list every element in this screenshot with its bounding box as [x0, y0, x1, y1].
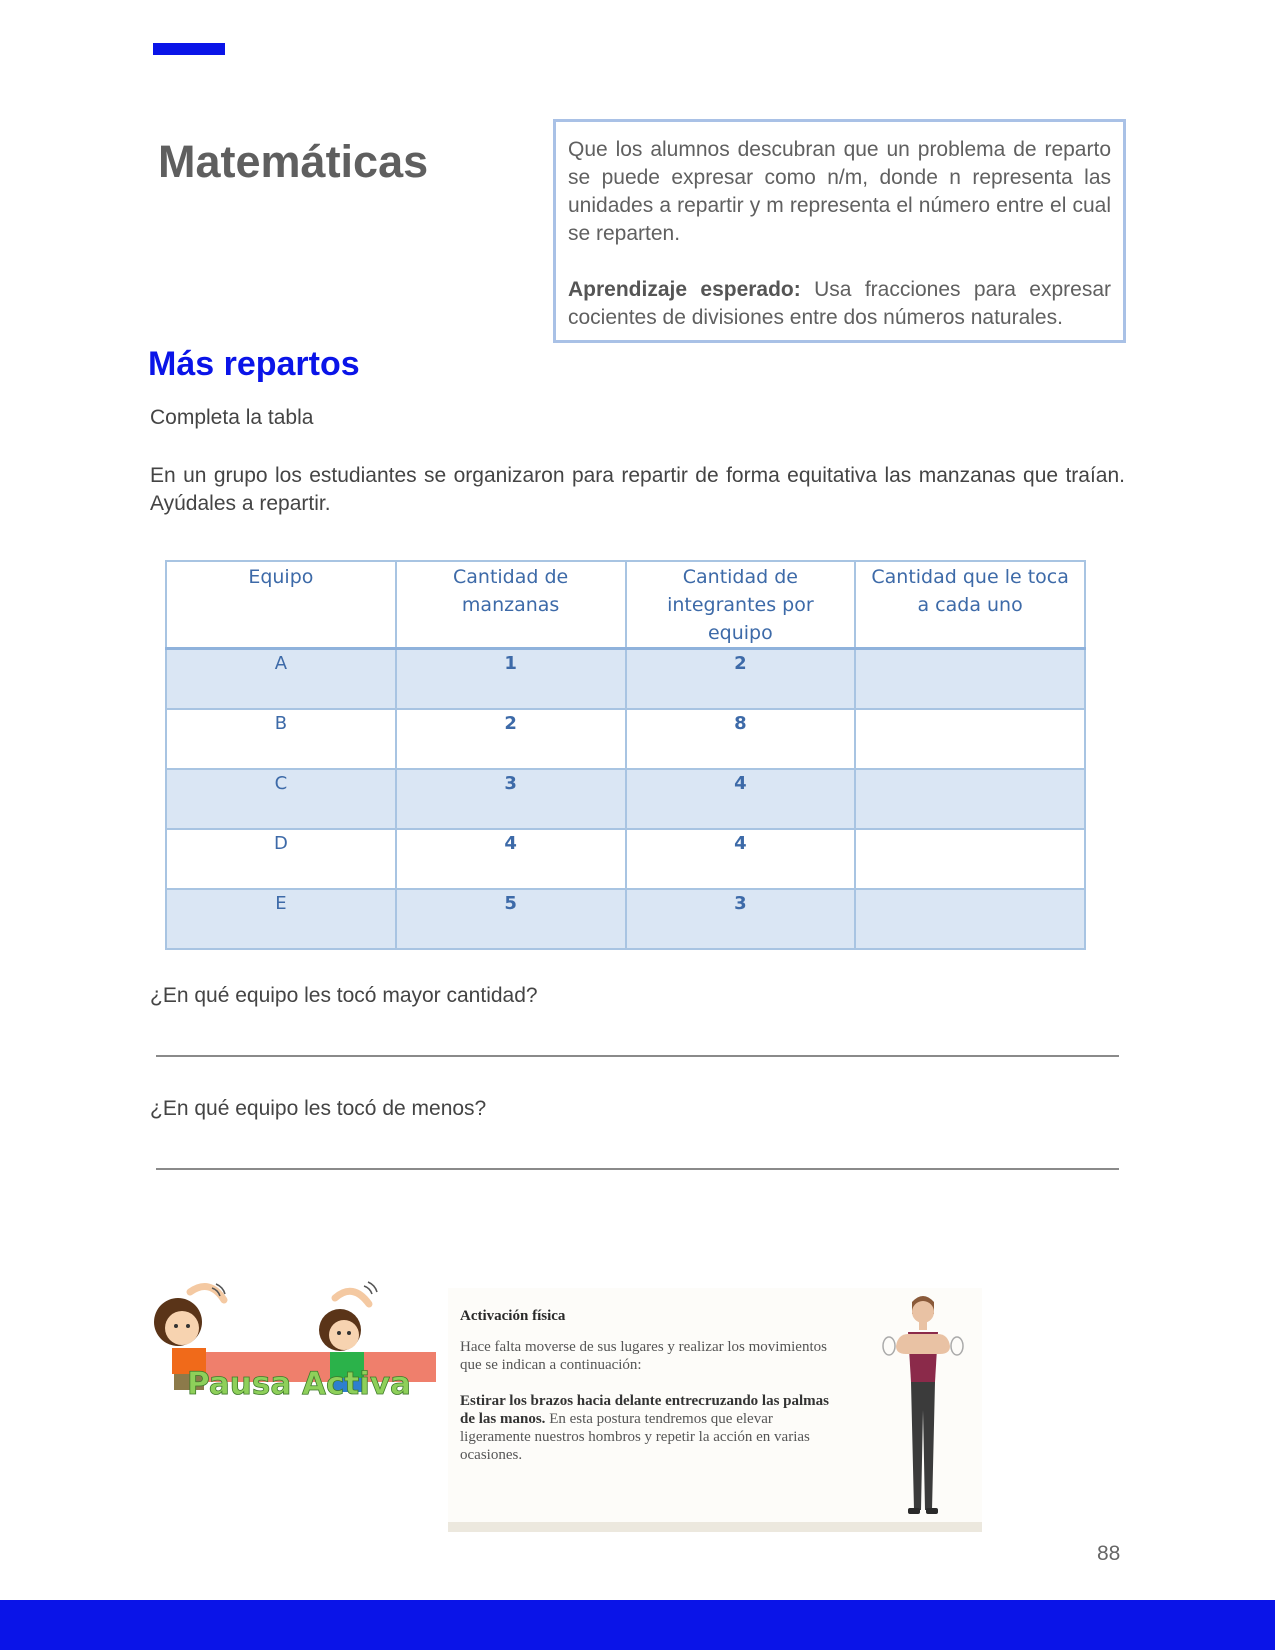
distribution-table — [165, 560, 1086, 950]
cell-equipo: A — [166, 649, 396, 710]
cell-answer[interactable] — [855, 649, 1085, 710]
cell-manzanas: 5 — [396, 889, 626, 949]
footer-bar — [0, 1600, 1275, 1650]
cell-manzanas: 1 — [396, 649, 626, 710]
cell-answer[interactable] — [855, 829, 1085, 889]
table-row — [166, 829, 1085, 889]
activation-bold-instruction: Estirar los brazos hacia delante entrecruzando las palmas de las manos. — [460, 1393, 830, 1427]
cell-manzanas: 2 — [396, 709, 626, 769]
table-row — [166, 769, 1085, 829]
cell-answer[interactable] — [855, 709, 1085, 769]
table-row — [166, 709, 1085, 769]
table-row — [166, 649, 1085, 710]
cell-answer[interactable] — [855, 889, 1085, 949]
header-integrantes: Cantidad de integrantes por equipo — [626, 561, 856, 649]
cell-integrantes: 3 — [626, 889, 856, 949]
cell-equipo: D — [166, 829, 396, 889]
pausa-activa-banner — [150, 1280, 440, 1410]
table-row — [166, 889, 1085, 949]
cell-manzanas: 3 — [396, 769, 626, 829]
cell-equipo: C — [166, 769, 396, 829]
header-equipo: Equipo — [166, 561, 396, 649]
header-manzanas: Cantidad de manzanas — [396, 561, 626, 649]
answer-line-menos[interactable] — [156, 1168, 1119, 1170]
instruction-text: Completa la tabla — [150, 406, 314, 429]
objective-box — [553, 119, 1126, 343]
cell-answer[interactable] — [855, 769, 1085, 829]
activation-instructions — [460, 1392, 840, 1464]
cell-manzanas: 4 — [396, 829, 626, 889]
learning-text: Usa fracciones para expresar cocientes de divisiones entre dos números naturales. — [568, 278, 1111, 329]
learning-label: Aprendizaje esperado: — [568, 278, 801, 301]
subject-title: Matemáticas — [158, 136, 429, 187]
table-header-row — [166, 561, 1085, 649]
page-number: 88 — [1097, 1542, 1121, 1565]
learning-expected — [568, 276, 1111, 332]
cell-equipo: B — [166, 709, 396, 769]
intro-paragraph: En un grupo los estudiantes se organizaron para repartir de forma equitativa las manzanas que traían. Ayúdales a repartir. — [150, 464, 1125, 515]
question-mayor: ¿En qué equipo les tocó mayor cantidad? — [150, 984, 538, 1007]
cell-equipo: E — [166, 889, 396, 949]
header-cantidad-cada-uno: Cantidad que le toca a cada uno — [855, 561, 1085, 649]
cell-integrantes: 8 — [626, 709, 856, 769]
activation-intro: Hace falta moverse de sus lugares y realizar los movimientos que se indican a continuación: — [460, 1339, 827, 1373]
top-accent-bar — [153, 43, 225, 55]
section-title: Más repartos — [148, 345, 360, 383]
activation-title: Activación física — [460, 1308, 566, 1324]
question-menos: ¿En qué equipo les tocó de menos? — [150, 1097, 487, 1120]
cell-integrantes: 2 — [626, 649, 856, 710]
objective-text: Que los alumnos descubran que un problema de reparto se puede expresar como n/m, donde n representa las unidades a repartir y m representa el número entre el cual se reparten. — [568, 138, 1111, 245]
cell-integrantes: 4 — [626, 829, 856, 889]
activation-card — [448, 1288, 982, 1532]
answer-line-mayor[interactable] — [156, 1055, 1119, 1057]
activation-body: En esta postura tendremos que elevar ligeramente nuestros hombros y repetir la acción en varias ocasiones. — [460, 1411, 810, 1463]
activation-card-base — [448, 1522, 982, 1532]
pausa-activa-logo: Pausa Activa — [187, 1366, 411, 1402]
stretching-woman-figure — [868, 1288, 978, 1520]
cell-integrantes: 4 — [626, 769, 856, 829]
